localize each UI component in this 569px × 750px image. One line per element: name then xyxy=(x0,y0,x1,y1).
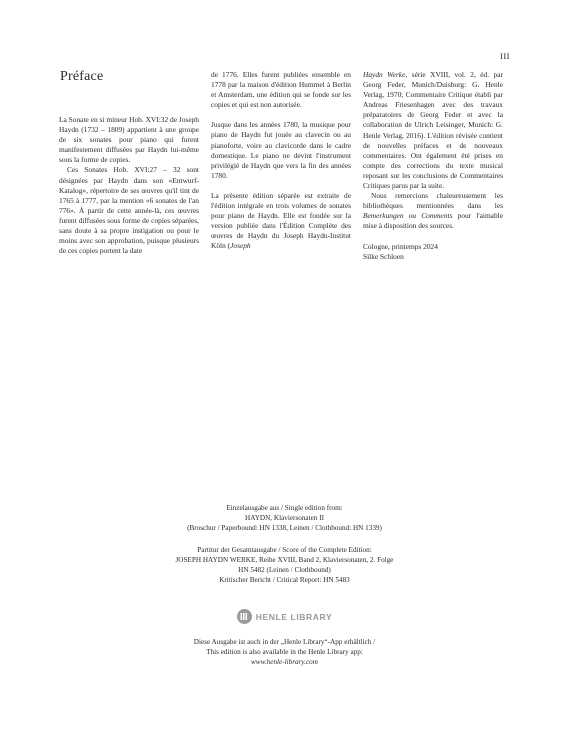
paragraph-text: Nous remercions chaleureusement les bibliothèques mentionnées dans les xyxy=(363,191,503,211)
edition-line: HAYDN, Klaviersonaten II xyxy=(245,514,324,522)
edition-line: JOSEPH HAYDN WERKE, Reihe XVIII, Band 2, Klaviersonaten, 2. Folge xyxy=(175,556,394,564)
italic-text: Bemerkungen ou Comments xyxy=(363,211,453,221)
paragraph-text: La présente édition séparée est extraite de l'édition intégrale en trois volumes de sonates pour piano de Haydn. Elle est fondée sur la version publiée dans l'Édition Complète des œuvres de Haydn du Joseph Haydn-Institut Köln ( xyxy=(211,190,351,251)
paragraph-text: pour l'aimable mise à disposition des sources. xyxy=(363,211,503,231)
website-link[interactable]: www.henle-library.com xyxy=(251,658,318,666)
italic-text: Joseph xyxy=(230,241,251,251)
paragraph xyxy=(363,191,503,231)
paragraph xyxy=(211,191,351,252)
paragraph: La Sonate en si mineur Hob. XVI:32 de Joseph Haydn (1732 – 1809) appartient à une groupe de six sonates pour piano qui furent manifestement diffusées par Haydn lui-même sous la forme de copies. xyxy=(59,115,199,165)
henle-library-icon xyxy=(237,609,252,624)
page-title: Préface xyxy=(60,69,104,84)
edition-line: (Broschur / Paperbound: HN 1338, Leinen / Clothbound: HN 1339) xyxy=(187,524,382,532)
henle-library-logo xyxy=(0,609,569,624)
paragraph: de 1776. Elles furent publiées ensemble en 1778 par la maison d'édition Hummel à Berlin et Amsterdam, une édition qui se fonde sur les copies et qui est non autorisée. xyxy=(211,70,351,110)
edition-line: HN 5482 (Leinen / Clothbound) xyxy=(238,566,331,574)
text-column-1 xyxy=(59,115,199,256)
app-line: Diese Ausgabe ist auch in der „Henle Library“-App erhältlich / xyxy=(193,638,376,646)
edition-line: Partitur der Gesamtausgabe / Score of the Complete Edition: xyxy=(197,546,372,554)
edition-info xyxy=(100,503,469,533)
paragraph: Ces Sonates Hob. XVI:27 – 32 sont désignées par Haydn dans son «Entwurf-Katalog», répertoire de ses œuvres qu'il tint de 1765 à 1777, par la mention «6 sonates de l'an 776». À partir de cette année-là, ces œuvres furent diffusées sous forme de copies séparées, sans doute à sa propre instigation ou pour le moins avec son approbation, puisque plusieurs de ces copies portent la date xyxy=(59,165,199,256)
text-column-3 xyxy=(363,70,503,262)
edition-line: Einzelausgabe aus / Single edition from: xyxy=(226,504,343,512)
app-line: This edition is also available in the Henle Library app: xyxy=(206,648,363,656)
paragraph: Jusque dans les années 1780, la musique pour piano de Haydn fut jouée au clavecin ou au pianoforte, voire au clavicorde dans le cadre domestique. Le piano ne devint l'instrument privilégié de Haydn que vers la fin des années 1780. xyxy=(211,120,351,180)
complete-edition-info xyxy=(100,545,469,585)
author: Silke Schloen xyxy=(363,251,404,261)
page-number: III xyxy=(500,51,510,61)
app-info xyxy=(100,637,469,667)
place-date: Cologne, printemps 2024 xyxy=(363,241,438,251)
paragraph xyxy=(363,70,503,191)
edition-line: Kritischer Bericht / Critical Report: HN 5483 xyxy=(219,576,350,584)
logo-text: HENLE LIBRARY xyxy=(255,611,333,622)
paragraph-text: , série XVIII, vol. 2, éd. par Georg Feder, Munich/Duisburg: G. Henle Verlag, 1970; Commentaire Critique établi par Andreas Friesenhagen avec des travaux préparatoires de Georg Feder et avec la collaboration de Ulrich Leisinger, Munich: G. Henle Verlag, 2016). L'édition révisée contient de nouvelles préfaces et de nouveaux commentaires. Ont également été prises en compte des corrections du texte musical reposant sur les conclusions de Commentaires Critiques parus par la suite. xyxy=(363,70,503,191)
italic-text: Haydn Werke xyxy=(363,70,406,79)
text-column-2 xyxy=(211,70,351,252)
